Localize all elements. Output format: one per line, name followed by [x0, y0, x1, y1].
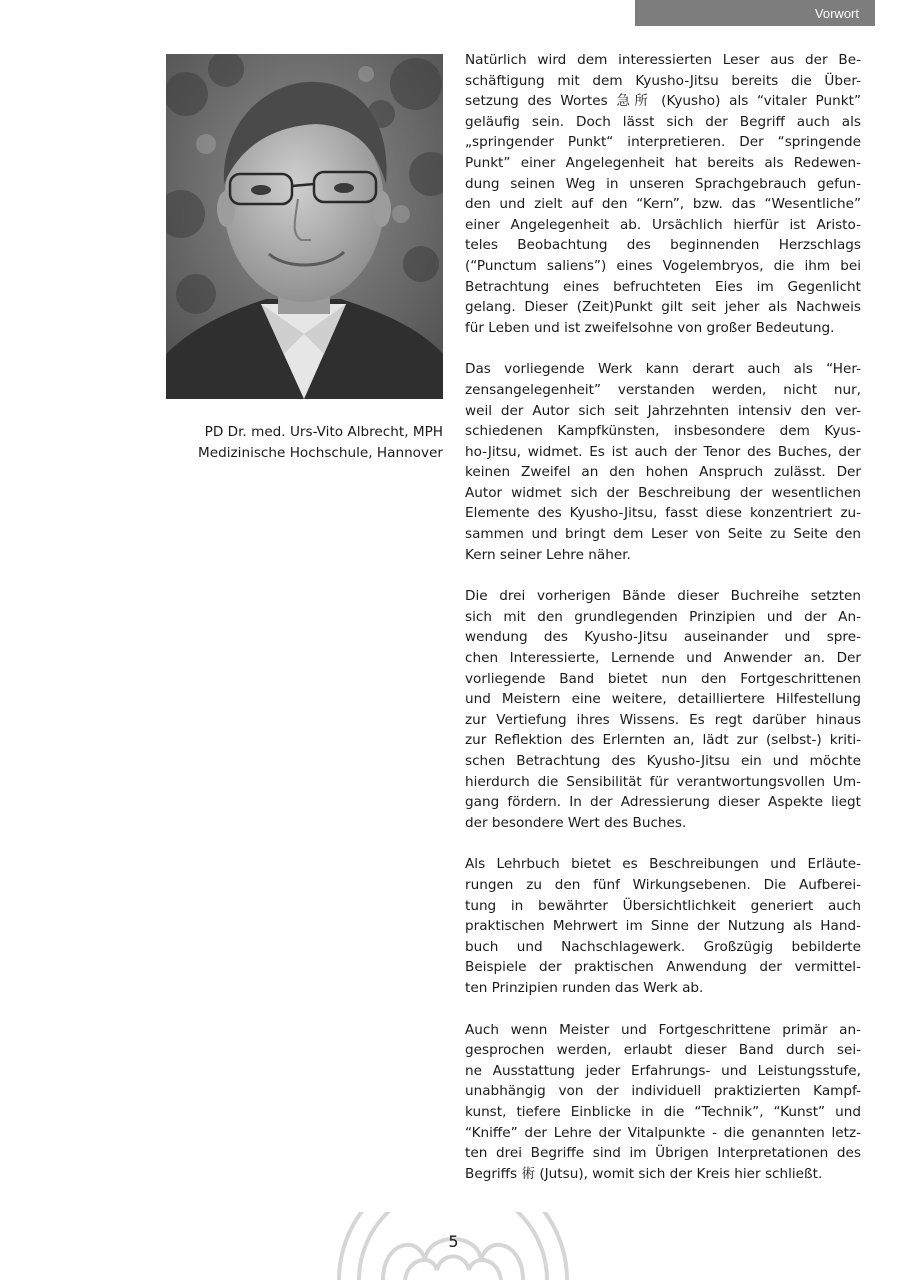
text-line: hierdurch die Sensibilität für verantwortungsvollen Um-: [465, 773, 861, 790]
paragraph-2: [465, 359, 861, 565]
portrait-caption: [150, 422, 443, 463]
paragraph-3: [465, 586, 861, 833]
text-line: weil der Autor sich seit Jahrzehnten intensiv den ver-: [465, 402, 861, 419]
paragraph-4: [465, 854, 861, 998]
text-line: Punkt” einer Angelegenheit hat bereits als Redewen-: [465, 154, 861, 171]
text-line: zur Reflektion des Erlernten an, lädt zur (selbst-) kriti-: [465, 732, 861, 749]
text-line: Das vorliegende Werk kann derart auch als “Her-: [465, 361, 861, 378]
text-line: chen Interessierte, Lernende und Anwender an. Der: [465, 650, 861, 667]
text-line: rungen zu den fünf Wirkungsebenen. Die Aufberei-: [465, 876, 861, 893]
text-line: gesprochen werden, erlaubt dieser Band durch sei-: [465, 1042, 861, 1059]
section-header-tab: [635, 0, 875, 26]
text-line: ho-Jitsu, widmet. Es ist auch der Tenor des Buches, der: [465, 443, 861, 460]
text-line: wendung des Kyusho-Jitsu auseinander und spre-: [465, 629, 861, 646]
text-line: Elemente des Kyusho-Jitsu, fasst diese konzentriert zu-: [465, 505, 861, 522]
text-line: unabhängig von der individuell praktizierten Kampf-: [465, 1083, 861, 1100]
text-line: sich mit den grundlegenden Prinzipien und der An-: [465, 608, 861, 625]
text-line: (“Punctum saliens”) eines Vogelembryos, die ihm bei: [465, 257, 861, 274]
text-line: Begriffs 術 (Jutsu), womit sich der Kreis hier schließt.: [465, 1165, 823, 1182]
text-line: schen Betrachtung des Kyusho-Jitsu ein und möchte: [465, 753, 861, 769]
text-line: der besondere Wert des Buches.: [465, 814, 687, 831]
text-line: und Meistern eine weitere, detailliertere Hilfestellung: [465, 691, 861, 708]
text-line: ten Prinzipien runden das Werk ab.: [465, 979, 704, 996]
author-portrait-image: [166, 54, 443, 399]
caption-line-name: PD Dr. med. Urs-Vito Albrecht, MPH: [204, 424, 443, 440]
text-line: “Kniffe” der Lehre der Vitalpunkte - die genannten letz-: [465, 1124, 861, 1141]
text-line: kunst, tiefere Einblicke in die “Technik”, “Kunst” und: [465, 1103, 861, 1120]
text-line: praktischen Mehrwert im Sinne der Nutzung als Hand-: [465, 918, 861, 935]
text-line: teles Beobachtung des beginnenden Herzschlags: [465, 237, 861, 254]
text-line: Beispiele der praktischen Anwendung der vermittel-: [465, 959, 861, 976]
text-line: tung in bewährter Übersichtlichkeit generiert auch: [465, 897, 861, 914]
text-line: Betrachtung eines befruchteten Eies im Gegenlicht: [465, 278, 861, 295]
text-line: zur Vertiefung ihres Wissens. Es regt darüber hinaus: [465, 711, 861, 728]
paragraph-5: [465, 1020, 861, 1185]
text-line: „springender Punkt“ interpretieren. Der “springende: [465, 134, 861, 151]
text-line: ten drei Begriffe sind im Übrigen Interpretationen des: [465, 1145, 861, 1162]
text-line: den und zielt auf den “Kern”, bzw. das “Wesentliche”: [465, 196, 861, 213]
text-line: geläufig sein. Doch lässt sich der Begriff auch als: [465, 113, 861, 130]
text-line: Natürlich wird dem interessierten Leser aus der Be-: [465, 52, 861, 68]
text-line: keinen Zweifel an den hohen Anspruch zulässt. Der: [465, 464, 861, 481]
body-text: [465, 50, 861, 1205]
text-line: Auch wenn Meister und Fortgeschrittene primär an-: [465, 1021, 861, 1038]
author-portrait: [166, 54, 443, 399]
page-number: 5: [448, 1232, 459, 1251]
paragraph-1: [465, 50, 861, 338]
text-line: vorliegende Band bietet nun den Fortgeschrittenen: [465, 670, 861, 687]
text-line: dung seinen Weg in unseren Sprachgebrauch gefun-: [465, 175, 861, 192]
text-line: Die drei vorherigen Bände dieser Buchreihe setzten: [465, 588, 861, 605]
text-line: ne Ausstattung jeder Erfahrungs- und Leistungsstufe,: [465, 1062, 861, 1079]
text-line: einer Angelegenheit ab. Ursächlich hierfür ist Aristo-: [465, 216, 861, 233]
text-line: Kern seiner Lehre näher.: [465, 546, 631, 563]
text-line: setzung des Wortes 急所 (Kyusho) als “vitaler Punkt”: [465, 93, 861, 110]
text-line: zensangelegenheit” verstanden werden, nicht nur,: [465, 381, 861, 398]
text-line: buch und Nachschlagewerk. Großzügig bebilderte: [465, 938, 861, 955]
section-label: Vorwort: [814, 5, 859, 21]
text-line: Als Lehrbuch bietet es Beschreibungen und Erläute-: [465, 856, 861, 873]
text-line: sammen und bringt dem Leser von Seite zu Seite den: [465, 526, 861, 543]
text-line: gelang. Dieser (Zeit)Punkt gilt seit jeher als Nachweis: [465, 299, 861, 316]
text-line: Autor widmet sich der Beschreibung der wesentlichen: [465, 484, 861, 501]
text-line: schiedenen Kampfkünsten, insbesondere dem Kyus-: [465, 423, 861, 440]
caption-line-institution: Medizinische Hochschule, Hannover: [198, 444, 443, 461]
text-line: gang fördern. In der Adressierung dieser Aspekte liegt: [465, 794, 861, 811]
text-line: für Leben und ist zweifelsohne von großer Bedeutung.: [465, 319, 835, 336]
text-line: schäftigung mit dem Kyusho-Jitsu bereits die Über-: [465, 72, 861, 89]
